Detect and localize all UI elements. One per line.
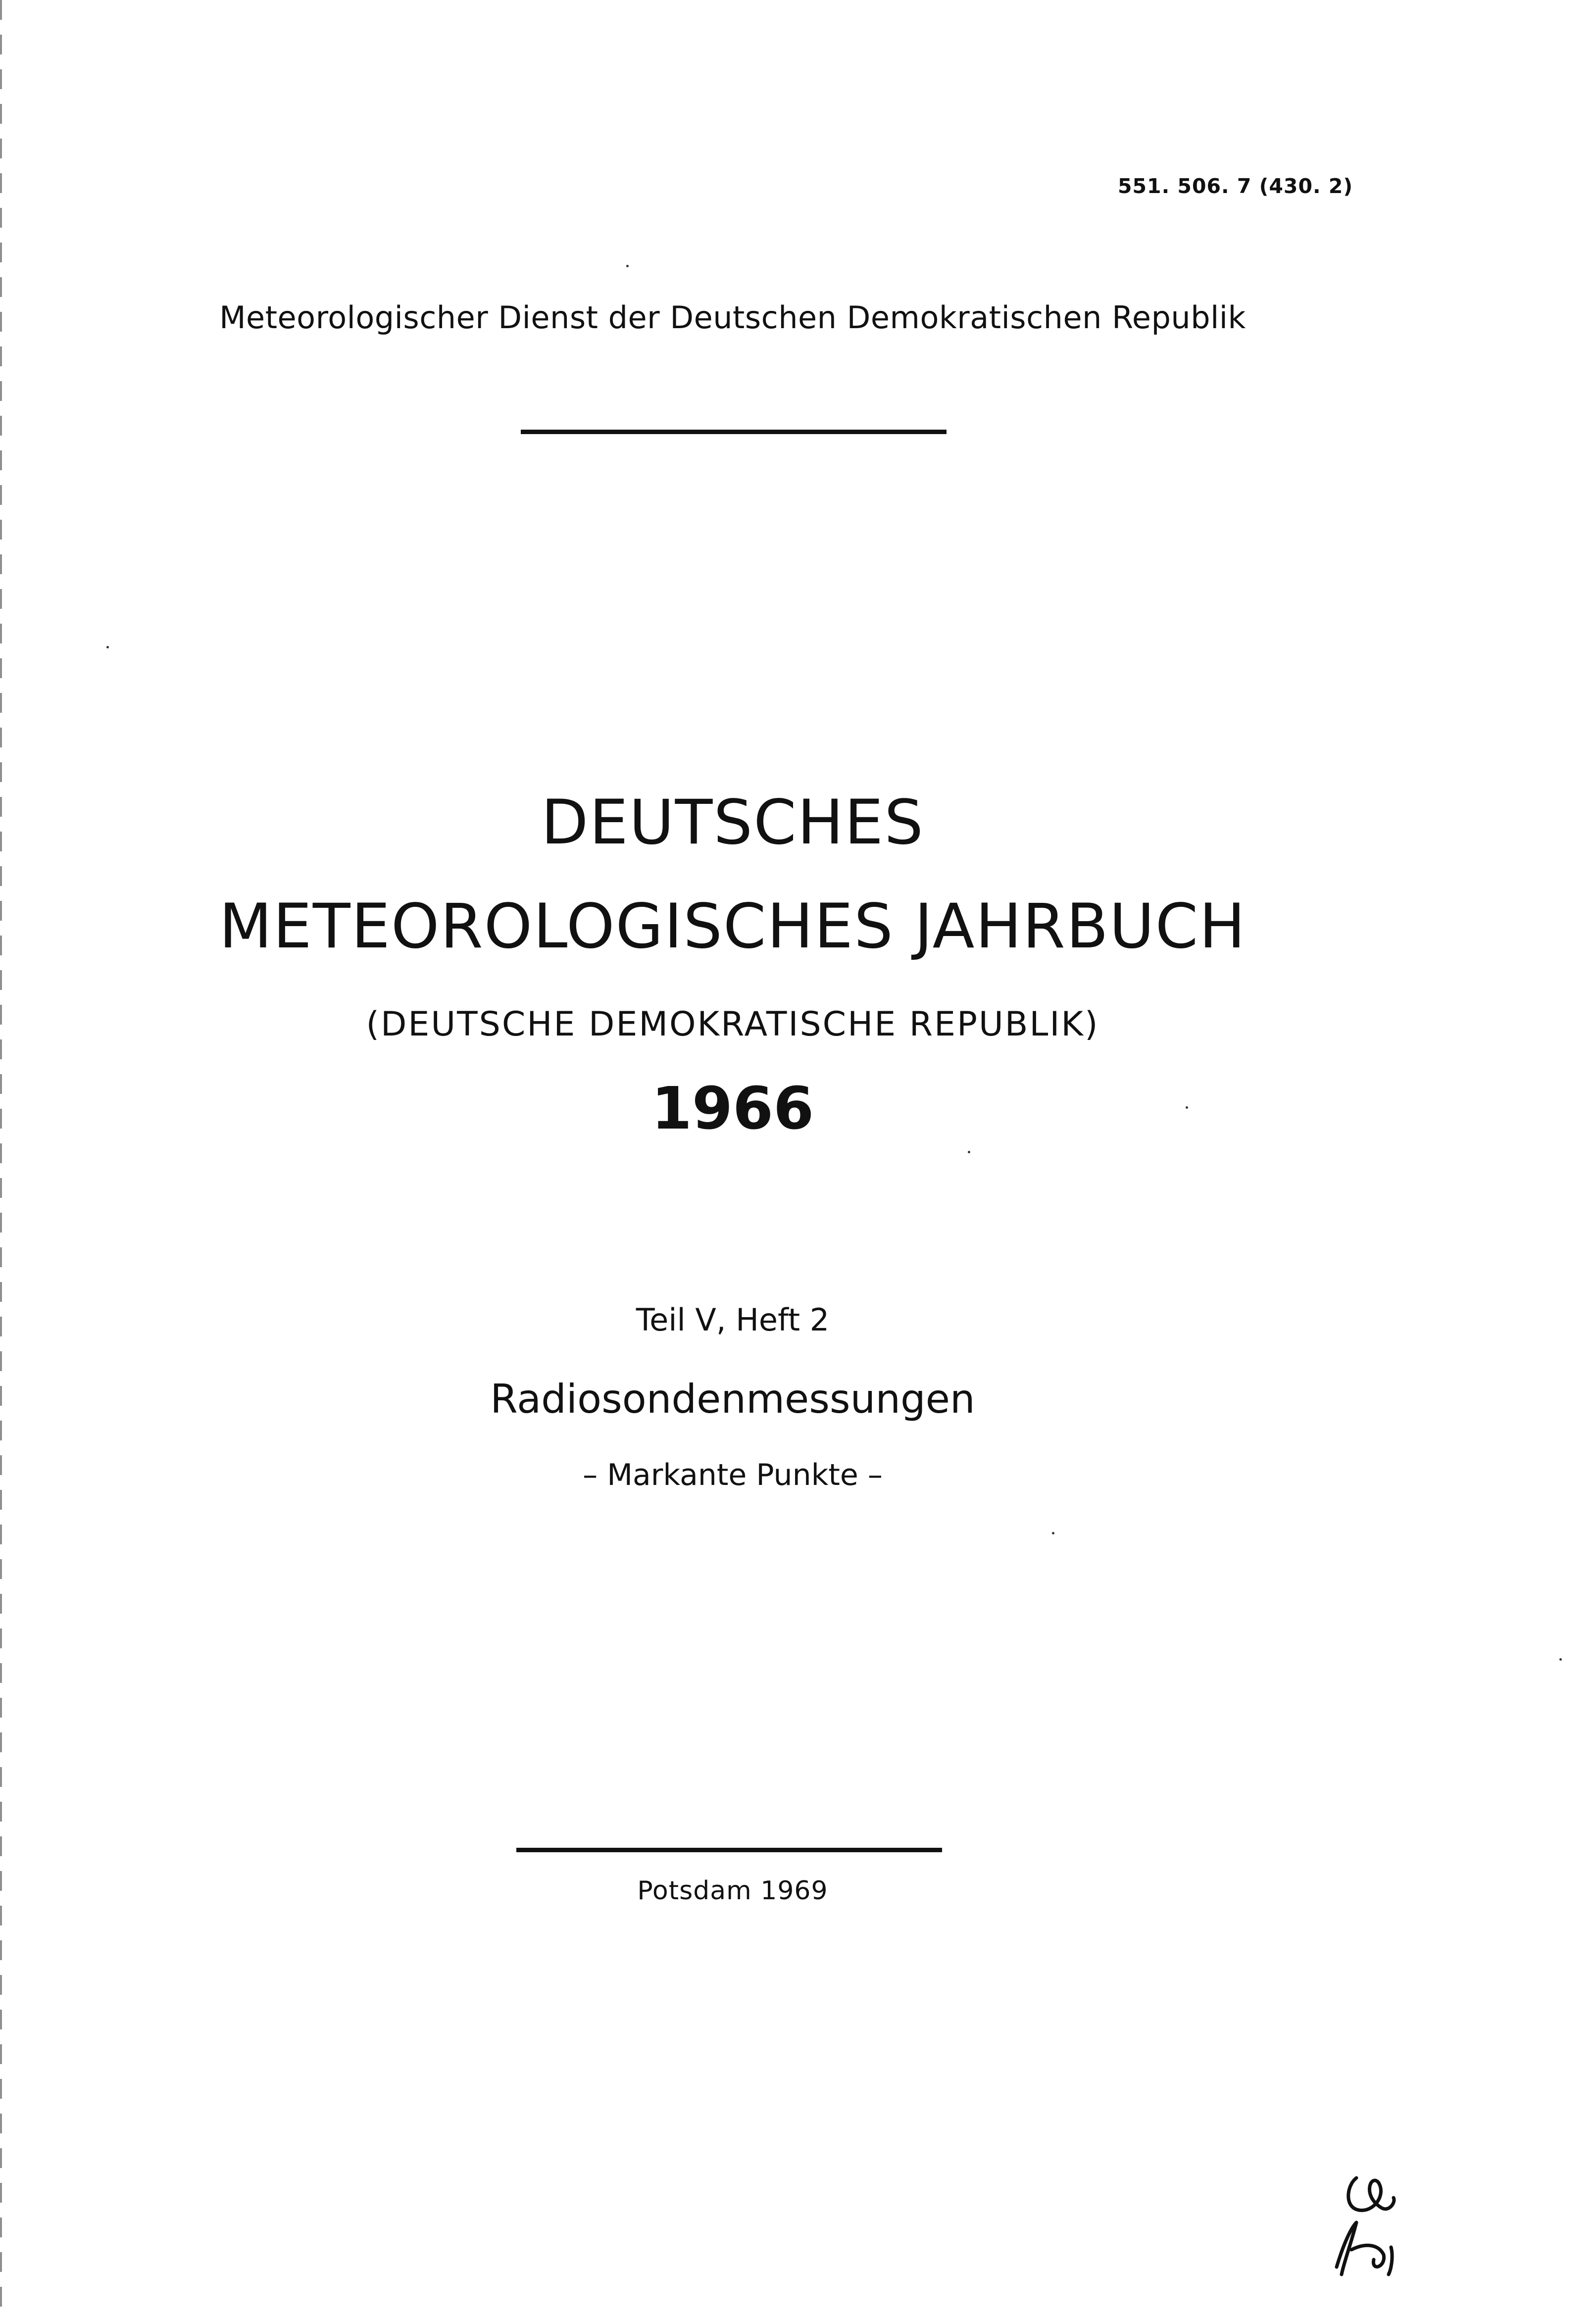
title-line-2: METEOROLOGISCHES JAHRBUCH: [219, 891, 1247, 962]
scan-speck: [106, 646, 109, 648]
classification-number: 551. 506. 7 (430. 2): [1118, 174, 1353, 198]
section-subtitle: – Markante Punkte –: [583, 1458, 883, 1492]
handwritten-initials: [1322, 2168, 1411, 2284]
signature-icon: [1322, 2168, 1411, 2282]
scan-speck: [1052, 1532, 1054, 1534]
scan-speck: [1559, 1658, 1562, 1661]
bottom-divider: [516, 1848, 942, 1852]
title-line-1: DEUTSCHES: [541, 787, 924, 858]
subtitle: (DEUTSCHE DEMOKRATISCHE REPUBLIK): [366, 1005, 1099, 1044]
scan-speck: [968, 1151, 970, 1153]
series-title: Radiosondenmessungen: [490, 1376, 975, 1422]
scan-edge: [0, 0, 2, 2318]
issuer-line: Meteorologischer Dienst der Deutschen Demokratischen Republik: [219, 299, 1246, 336]
year: 1966: [651, 1074, 814, 1142]
scan-speck: [626, 265, 629, 267]
place-and-date: Potsdam 1969: [637, 1876, 828, 1906]
top-divider: [521, 430, 947, 434]
scan-speck: [1186, 1106, 1188, 1109]
part-heft: Teil V, Heft 2: [636, 1302, 830, 1338]
